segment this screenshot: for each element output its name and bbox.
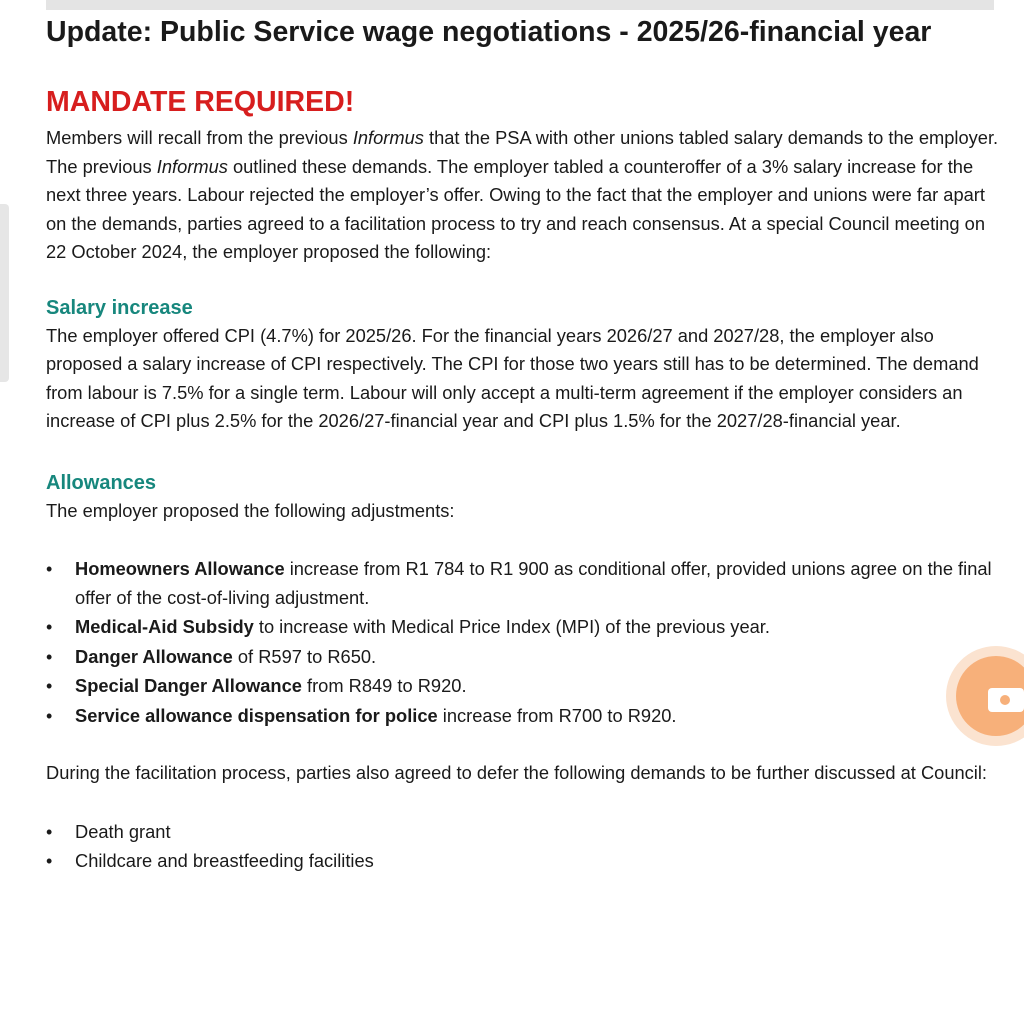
publication-name: Informus [352, 127, 424, 148]
top-scroll-bar [46, 0, 994, 10]
allowances-list [46, 555, 1006, 730]
list-item: • Special Danger Allowance from R849 to R920. [46, 672, 1006, 701]
video-camera-icon [988, 688, 1024, 712]
bullet: • [46, 559, 53, 579]
bullet: • [46, 646, 53, 667]
page-title: Update: Public Service wage negotiations - 2025/26-financial year [46, 16, 932, 48]
allowances-intro: The employer proposed the following adjustments: [46, 499, 455, 521]
salary-paragraph: The employer offered CPI (4.7%) for 2025/26. For the financial years 2026/27 and 2027/28, the employer also proposed a salary increase of CPI respectively. The CPI for those two years still has to be determined. The demand from labour is 7.5% for a single term. Labour will only accept a multi-term agreement if the employer considers an increase of CPI plus 2.5% for the 2026/27-financial year and CPI plus 1.5% for the 2027/28-financial year. [46, 324, 979, 431]
document-page [46, 14, 1006, 877]
bullet: • [46, 821, 53, 842]
list-item: • Homeowners Allowance increase from R1 784 to R1 900 as conditional offer, provided unions agree on the final offer of the cost-of-living adjustment. [46, 555, 1006, 612]
bullet: • [46, 705, 53, 726]
floating-button-core[interactable] [956, 656, 1024, 736]
deferred-demands-list [46, 818, 1006, 876]
list-item: • Death grant [46, 818, 1006, 847]
bullet: • [46, 676, 53, 696]
list-item: • Medical-Aid Subsidy to increase with Medical Price Index (MPI) of the previous year. [46, 613, 1006, 642]
list-item: • Childcare and breastfeeding facilities [46, 847, 1006, 876]
list-item: • Service allowance dispensation for police increase from R700 to R920. [46, 702, 1006, 731]
salary-heading: Salary increase [46, 296, 193, 319]
bullet: • [46, 617, 53, 637]
side-drawer-handle[interactable] [0, 204, 9, 382]
list-item: • Danger Allowance of R597 to R650. [46, 643, 1006, 672]
defer-paragraph: During the facilitation process, parties also agreed to defer the following demands to be further discussed at Council: [46, 762, 987, 783]
allowances-heading: Allowances [46, 471, 157, 494]
mandate-heading: MANDATE REQUIRED! [46, 86, 355, 118]
publication-name: Informus [156, 155, 228, 177]
bullet: • [46, 851, 53, 871]
intro-paragraph: Members will recall from the previous Informus that the PSA with other unions tabled salary demands to the employer. The previous Informus outlined these demands. The employer tabled a counteroffer of a 3% salary increase for the next three years. Labour rejected the employer’s offer. Owing to the fact that the employer and unions were far apart on the demands, parties agreed to a facilitation process to try and reach consensus. At a special Council meeting on 22 October 2024, the employer proposed the following: [46, 127, 999, 262]
